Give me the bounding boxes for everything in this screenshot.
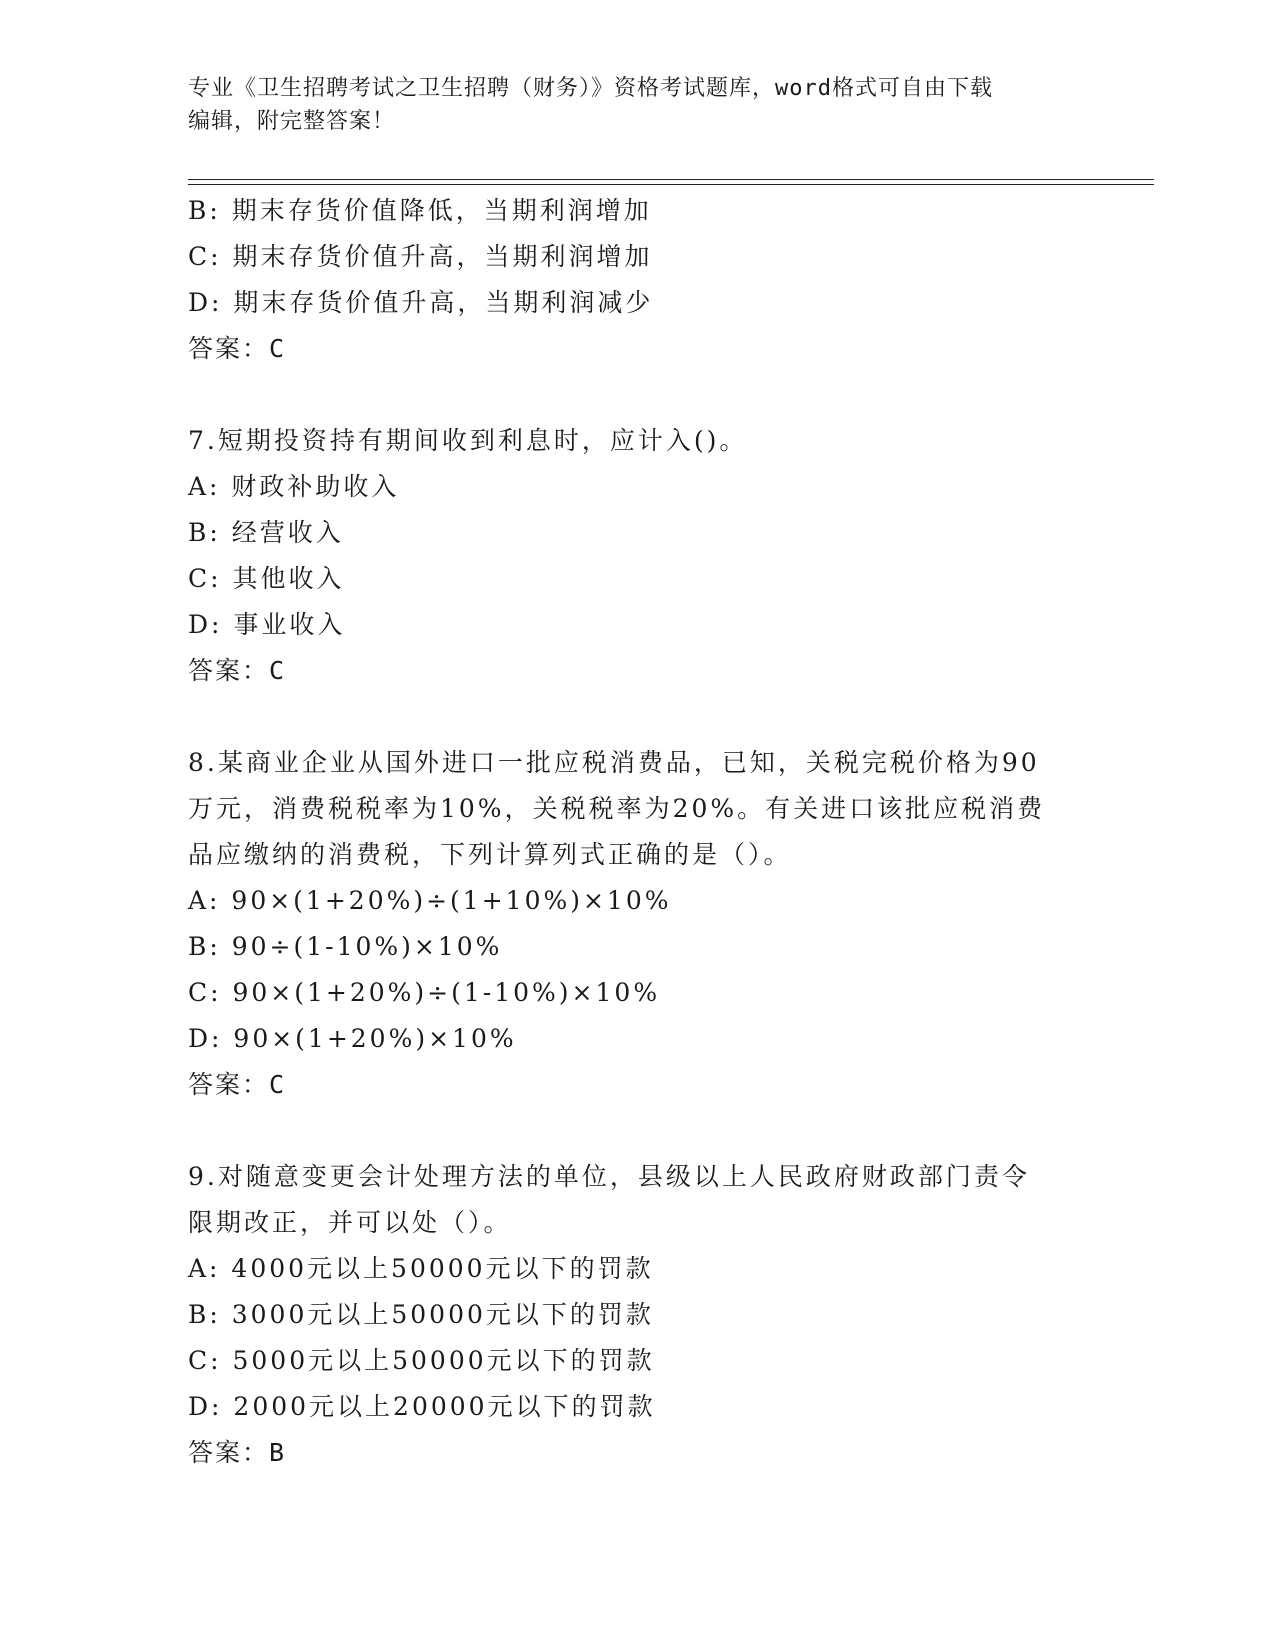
- option-b: B: 90÷(1-10%)×10%: [188, 932, 503, 961]
- answer: 答案：C: [188, 334, 287, 363]
- question-stem-line-2: 限期改正，并可以处（）。: [188, 1208, 512, 1237]
- header-line-2: 编辑，附完整答案！: [188, 109, 396, 134]
- header-divider-top: [188, 179, 1154, 180]
- answer: 答案：C: [188, 656, 287, 685]
- question-stem-line-1: 9.对随意变更会计处理方法的单位，县级以上人民政府财政部门责令: [188, 1162, 1030, 1191]
- question-stem-line-3: 品应缴纳的消费税，下列计算列式正确的是（）。: [188, 840, 792, 869]
- option-a: A: 财政补助收入: [188, 472, 400, 501]
- option-b: B: 3000元以上50000元以下的罚款: [188, 1300, 654, 1329]
- option-b: B: 经营收入: [188, 518, 344, 547]
- question-6-continued: [188, 188, 1128, 372]
- answer: 答案：C: [188, 1070, 287, 1099]
- option-c: C: 90×(1+20%)÷(1-10%)×10%: [188, 978, 661, 1007]
- option-a: A: 4000元以上50000元以下的罚款: [188, 1254, 654, 1283]
- option-c: C: 其他收入: [188, 564, 345, 593]
- question-stem-line-1: 8.某商业企业从国外进口一批应税消费品，已知，关税完税价格为90: [188, 748, 1040, 777]
- question-9: [188, 1154, 1128, 1476]
- option-d: D: 90×(1+20%)×10%: [188, 1024, 517, 1053]
- header-divider-bottom: [188, 184, 1154, 185]
- option-c: C: 期末存货价值升高，当期利润增加: [188, 242, 653, 271]
- spacer: [188, 372, 1128, 418]
- question-stem: 7.短期投资持有期间收到利息时，应计入()。: [188, 426, 748, 455]
- question-8: [188, 740, 1128, 1108]
- question-list: [188, 188, 1128, 1476]
- option-d: D: 期末存货价值升高，当期利润减少: [188, 288, 654, 317]
- option-d: D: 事业收入: [188, 610, 346, 639]
- answer: 答案：B: [188, 1438, 287, 1467]
- option-d: D: 2000元以上20000元以下的罚款: [188, 1392, 656, 1421]
- header-line-1: 专业《卫生招聘考试之卫生招聘（财务）》资格考试题库，word格式可自由下载: [188, 76, 993, 101]
- document-header: [188, 72, 1088, 138]
- spacer: [188, 694, 1128, 740]
- question-stem-line-2: 万元，消费税税率为10%，关税税率为20%。有关进口该批应税消费: [188, 794, 1046, 823]
- question-7: [188, 418, 1128, 694]
- option-c: C: 5000元以上50000元以下的罚款: [188, 1346, 655, 1375]
- spacer: [188, 1108, 1128, 1154]
- option-a: A: 90×(1+20%)÷(1+10%)×10%: [188, 886, 672, 915]
- option-b: B: 期末存货价值降低，当期利润增加: [188, 196, 652, 225]
